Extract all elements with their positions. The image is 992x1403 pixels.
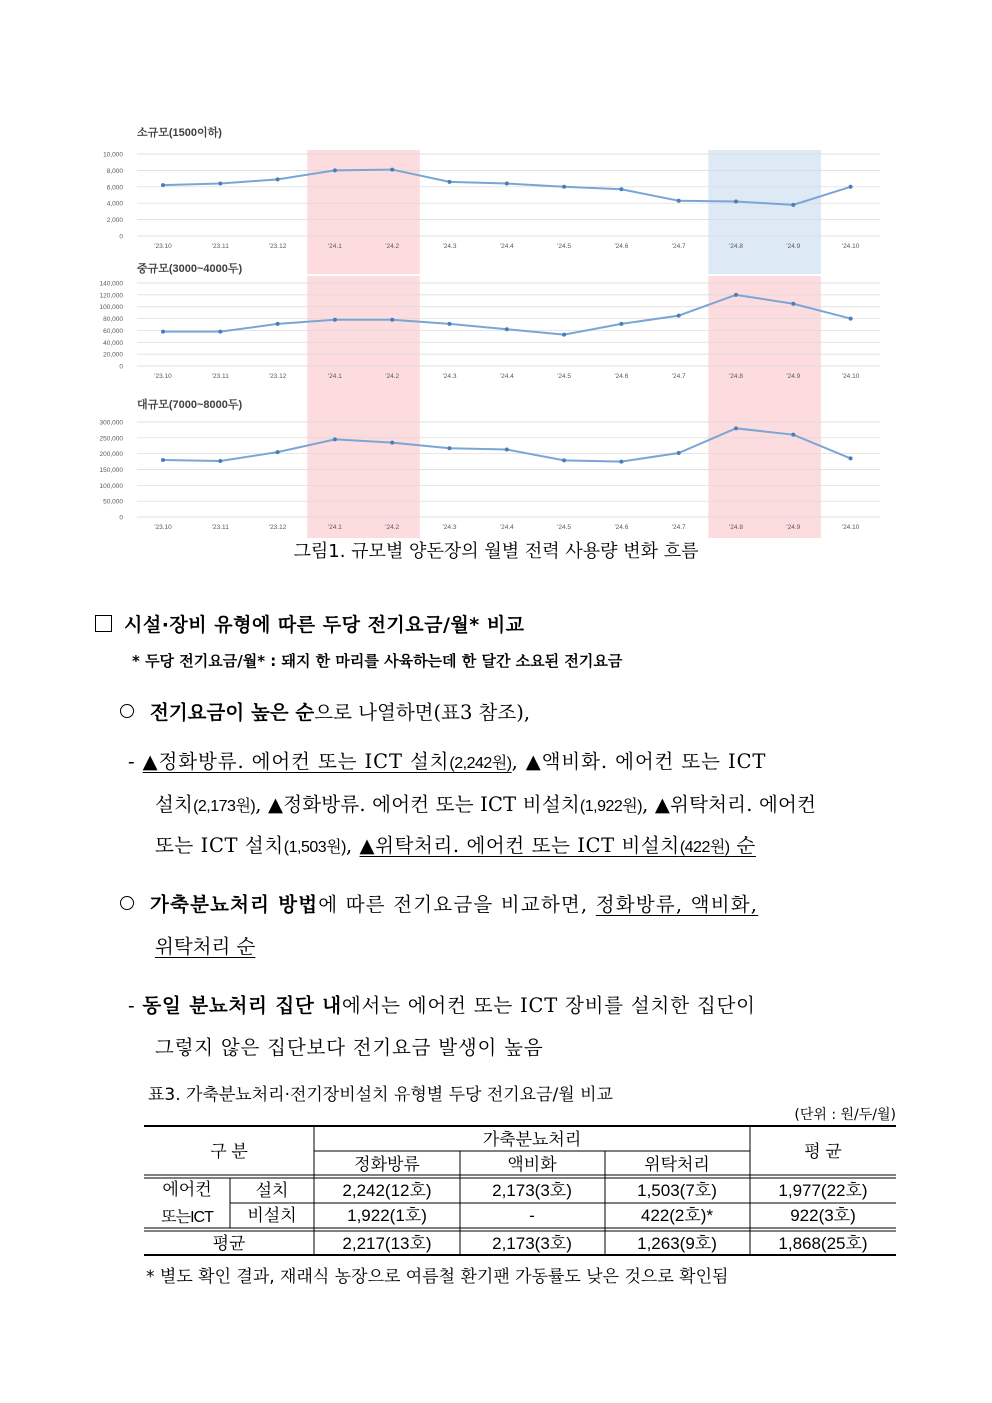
highlight-band-large-2 bbox=[708, 406, 821, 538]
data-point-medium bbox=[218, 330, 222, 334]
row-2-cell-4: 922(3호) bbox=[790, 1206, 856, 1225]
p4-rest: 에서는 에어컨 또는 ICT 장비를 설치한 집단이 bbox=[341, 994, 756, 1017]
x-tick-label-large: '24.1 bbox=[327, 524, 342, 531]
data-point-small bbox=[849, 185, 853, 189]
x-tick-label-small: '24.1 bbox=[327, 243, 342, 250]
data-point-small bbox=[619, 187, 623, 191]
x-tick-label-large: '24.5 bbox=[557, 524, 572, 531]
x-tick-label-small: '23.12 bbox=[268, 243, 287, 250]
header-group: 가축분뇨처리 bbox=[482, 1130, 582, 1149]
data-point-medium bbox=[276, 322, 280, 326]
header-col-2: 액비화 bbox=[507, 1155, 557, 1174]
data-point-small bbox=[505, 182, 509, 186]
x-tick-label-small: '24.5 bbox=[557, 243, 572, 250]
x-tick-label-large: '24.9 bbox=[786, 524, 801, 531]
p2b-c: , ▲정화방류. 에어컨 또는 ICT 비설치 bbox=[255, 793, 580, 816]
x-tick-label-medium: '23.11 bbox=[211, 373, 229, 380]
row-2-cell-2: - bbox=[529, 1206, 535, 1225]
y-tick-label-small: 8,000 bbox=[106, 167, 123, 175]
data-point-large bbox=[161, 458, 165, 462]
data-point-medium bbox=[619, 322, 623, 326]
x-tick-label-large: '24.7 bbox=[671, 524, 686, 531]
row-group-label-1: 에어컨 bbox=[162, 1180, 212, 1199]
p2b-b: (2,173원) bbox=[193, 798, 256, 815]
avg-row-cell-2: 2,173(3호) bbox=[492, 1234, 572, 1253]
data-point-small bbox=[562, 185, 566, 189]
data-point-medium bbox=[390, 318, 394, 322]
data-point-medium bbox=[333, 318, 337, 322]
x-tick-label-medium: '24.10 bbox=[841, 373, 860, 380]
figure-caption: 그림1. 규모별 양돈장의 월별 전력 사용량 변화 흐름 bbox=[293, 541, 699, 562]
x-tick-label-medium: '24.9 bbox=[786, 373, 801, 380]
highlight-band-large-1 bbox=[307, 406, 420, 538]
avg-row-cell-1: 2,217(13호) bbox=[342, 1234, 432, 1253]
y-tick-label-small: 10,000 bbox=[103, 151, 123, 159]
y-tick-label-large: 100,000 bbox=[99, 482, 123, 490]
p2b-d: (1,922원) bbox=[579, 798, 643, 815]
data-point-large bbox=[677, 451, 681, 455]
paragraph-4-line-2 bbox=[155, 1032, 543, 1060]
y-tick-label-medium: 120,000 bbox=[99, 292, 123, 300]
header-col-3: 위탁처리 bbox=[644, 1155, 710, 1174]
y-tick-label-small: 6,000 bbox=[106, 184, 123, 192]
data-point-small bbox=[791, 203, 795, 207]
data-point-small bbox=[218, 182, 222, 186]
table-footnote: * 별도 확인 결과, 재래식 농장으로 여름철 환기팬 가동률도 낮은 것으로 확인됨 bbox=[146, 1267, 729, 1287]
x-tick-label-medium: '24.3 bbox=[442, 373, 457, 380]
x-tick-label-large: '24.10 bbox=[841, 524, 860, 531]
x-tick-label-large: '24.6 bbox=[614, 524, 629, 531]
p2-underline-1 bbox=[143, 750, 512, 773]
p2-u1a: ▲정화방류. 에어컨 또는 ICT 설치 bbox=[142, 750, 450, 773]
data-point-large bbox=[734, 426, 738, 430]
p3-bold: 가축분뇨처리 방법 bbox=[150, 893, 319, 916]
table-unit: (단위 : 원/두/월) bbox=[794, 1107, 896, 1123]
x-tick-label-large: '23.10 bbox=[154, 524, 172, 531]
y-tick-label-medium: 100,000 bbox=[99, 304, 123, 312]
row-1-cell-2: 2,173(3호) bbox=[492, 1181, 572, 1200]
p2c-c: , bbox=[345, 834, 360, 857]
table-title: 표3. 가축분뇨처리·전기장비설치 유형별 두당 전기요금/월 비교 bbox=[148, 1085, 613, 1105]
chart-title-large: 대규모(7000~8000두) bbox=[137, 399, 243, 411]
data-point-small bbox=[448, 180, 452, 184]
header-col-1: 정화방류 bbox=[354, 1155, 420, 1174]
x-tick-label-medium: '23.12 bbox=[268, 373, 287, 380]
data-point-small bbox=[734, 200, 738, 204]
header-gubun: 구 분 bbox=[210, 1142, 248, 1161]
row-1-cell-3: 1,503(7호) bbox=[637, 1181, 717, 1200]
row-2-label: 비설치 bbox=[247, 1206, 297, 1225]
x-tick-label-small: '24.4 bbox=[499, 243, 514, 250]
data-point-medium bbox=[849, 317, 853, 321]
p2c-u1: ▲위탁처리. 에어컨 또는 ICT 비설치 bbox=[359, 834, 680, 857]
p1-bold: 전기요금이 높은 순 bbox=[150, 701, 315, 724]
data-point-small bbox=[161, 183, 165, 187]
x-tick-label-medium: '24.4 bbox=[499, 373, 514, 380]
data-point-medium bbox=[734, 293, 738, 297]
checkbox-bullet-icon bbox=[95, 615, 112, 632]
section-note: * 두당 전기요금/월* : 돼지 한 마리를 사육하는데 한 달간 소요된 전기요금 bbox=[132, 652, 623, 670]
circle-bullet-icon bbox=[120, 896, 134, 910]
y-tick-label-medium: 140,000 bbox=[99, 280, 123, 288]
p4-dash: - bbox=[128, 994, 143, 1017]
data-point-large bbox=[791, 433, 795, 437]
data-point-large bbox=[333, 437, 337, 441]
section-heading bbox=[95, 610, 525, 637]
p3-rest: 에 따른 전기요금을 비교하면, bbox=[318, 893, 596, 916]
highlight-band-medium-2 bbox=[708, 276, 821, 406]
data-point-small bbox=[390, 168, 394, 172]
row-2-cell-3: 422(2호)* bbox=[640, 1206, 714, 1225]
x-tick-label-medium: '23.10 bbox=[154, 373, 172, 380]
data-point-medium bbox=[448, 322, 452, 326]
avg-row-label: 평균 bbox=[212, 1234, 246, 1253]
y-tick-label-medium: 40,000 bbox=[103, 339, 123, 347]
power-usage-charts bbox=[95, 118, 895, 540]
p3-underline: 정화방류, 액비화, bbox=[595, 893, 759, 916]
paragraph-3-line-2 bbox=[155, 931, 255, 959]
highlight-band-small-1 bbox=[307, 150, 420, 274]
p2-underline-2 bbox=[360, 834, 756, 857]
p2c-b: (1,503원) bbox=[283, 839, 346, 856]
x-tick-label-small: '24.2 bbox=[385, 243, 400, 250]
x-tick-label-small: '24.6 bbox=[614, 243, 629, 250]
data-point-large bbox=[562, 458, 566, 462]
x-tick-label-medium: '24.5 bbox=[557, 373, 572, 380]
chart-title-medium: 중규모(3000~4000두) bbox=[137, 263, 243, 275]
p2c-u3: 순 bbox=[729, 834, 756, 857]
paragraph-2-line-3 bbox=[155, 830, 756, 858]
section-heading-text: 시설·장비 유형에 따른 두당 전기요금/월* 비교 bbox=[124, 614, 525, 636]
x-tick-label-small: '24.7 bbox=[671, 243, 686, 250]
header-avg: 평 균 bbox=[804, 1142, 842, 1161]
p3b-underline: 위탁처리 순 bbox=[155, 935, 256, 958]
y-tick-label-large: 50,000 bbox=[103, 498, 123, 506]
chart-title-small: 소규모(1500이하) bbox=[137, 127, 222, 139]
p2b-a: 설치 bbox=[155, 793, 194, 816]
x-tick-label-large: '23.12 bbox=[268, 524, 287, 531]
paragraph-1 bbox=[120, 697, 530, 725]
data-point-medium bbox=[677, 314, 681, 318]
avg-row-cell-4: 1,868(25호) bbox=[778, 1234, 868, 1253]
x-tick-label-medium: '24.1 bbox=[327, 373, 342, 380]
p1-rest: 으로 나열하면(표3 참조), bbox=[314, 701, 531, 724]
avg-row-cell-3: 1,263(9호) bbox=[637, 1234, 717, 1253]
row-2-cell-1: 1,922(1호) bbox=[347, 1206, 427, 1225]
data-point-large bbox=[218, 459, 222, 463]
highlight-band-medium-1 bbox=[307, 276, 420, 406]
data-point-large bbox=[276, 450, 280, 454]
x-tick-label-small: '23.10 bbox=[154, 243, 172, 250]
row-1-cell-1: 2,242(12호) bbox=[342, 1181, 432, 1200]
x-tick-label-small: '23.11 bbox=[211, 243, 229, 250]
data-point-medium bbox=[562, 333, 566, 337]
paragraph-2-line-2 bbox=[155, 789, 816, 817]
y-tick-label-large: 250,000 bbox=[99, 435, 123, 443]
y-tick-label-large: 300,000 bbox=[99, 419, 123, 427]
y-tick-label-medium: 60,000 bbox=[103, 327, 123, 335]
y-tick-label-medium: 20,000 bbox=[103, 351, 123, 359]
x-tick-label-large: '24.2 bbox=[385, 524, 400, 531]
paragraph-3-line-1 bbox=[120, 889, 758, 917]
p2c-u2: (422원) bbox=[679, 839, 730, 856]
x-tick-label-large: '23.11 bbox=[211, 524, 229, 531]
row-group-label-2: 또는ICT bbox=[161, 1209, 213, 1226]
x-tick-label-large: '24.8 bbox=[729, 524, 743, 531]
p2c-a: 또는 ICT 설치 bbox=[155, 834, 284, 857]
x-tick-label-medium: '24.6 bbox=[614, 373, 629, 380]
p4-bold: 동일 분뇨처리 집단 내 bbox=[142, 994, 342, 1017]
p2-dash: - bbox=[128, 750, 143, 773]
data-point-large bbox=[390, 441, 394, 445]
p4b: 그렇지 않은 집단보다 전기요금 발생이 높음 bbox=[155, 1036, 544, 1059]
circle-bullet-icon bbox=[120, 704, 134, 718]
data-point-large bbox=[849, 456, 853, 460]
data-point-large bbox=[448, 446, 452, 450]
row-1-label: 설치 bbox=[255, 1181, 289, 1200]
y-tick-label-medium: 0 bbox=[119, 363, 123, 371]
x-tick-label-medium: '24.8 bbox=[729, 373, 743, 380]
y-tick-label-large: 150,000 bbox=[99, 467, 123, 474]
y-tick-label-small: 0 bbox=[119, 233, 123, 241]
x-tick-label-small: '24.3 bbox=[442, 243, 457, 250]
paragraph-2-line-1 bbox=[128, 746, 898, 774]
x-tick-label-large: '24.3 bbox=[442, 524, 457, 531]
p2b-e: , ▲위탁처리. 에어컨 bbox=[642, 793, 817, 816]
x-tick-label-medium: '24.7 bbox=[671, 373, 686, 380]
y-tick-label-small: 2,000 bbox=[106, 217, 123, 225]
data-point-medium bbox=[161, 330, 165, 334]
y-tick-label-small: 4,000 bbox=[106, 200, 123, 208]
data-point-small bbox=[276, 177, 280, 181]
x-tick-label-small: '24.8 bbox=[729, 243, 743, 250]
x-tick-label-small: '24.10 bbox=[841, 243, 860, 250]
p2-rest: , ▲액비화. 에어컨 또는 ICT bbox=[511, 750, 767, 773]
y-tick-label-large: 0 bbox=[119, 514, 123, 522]
data-point-small bbox=[333, 168, 337, 172]
highlight-band-small-2 bbox=[708, 150, 821, 274]
data-point-large bbox=[505, 448, 509, 452]
row-1-cell-4: 1,977(22호) bbox=[778, 1181, 868, 1200]
comparison-table bbox=[144, 1125, 900, 1257]
x-tick-label-medium: '24.2 bbox=[385, 373, 400, 380]
paragraph-4-line-1 bbox=[128, 990, 756, 1018]
p2-u1b: (2,242원) bbox=[449, 755, 512, 772]
x-tick-label-small: '24.9 bbox=[786, 243, 801, 250]
y-tick-label-medium: 80,000 bbox=[103, 316, 123, 324]
y-tick-label-large: 200,000 bbox=[99, 451, 123, 459]
x-tick-label-large: '24.4 bbox=[499, 524, 514, 531]
data-point-small bbox=[677, 199, 681, 203]
data-point-medium bbox=[505, 327, 509, 331]
data-point-medium bbox=[791, 302, 795, 306]
data-point-large bbox=[619, 460, 623, 464]
